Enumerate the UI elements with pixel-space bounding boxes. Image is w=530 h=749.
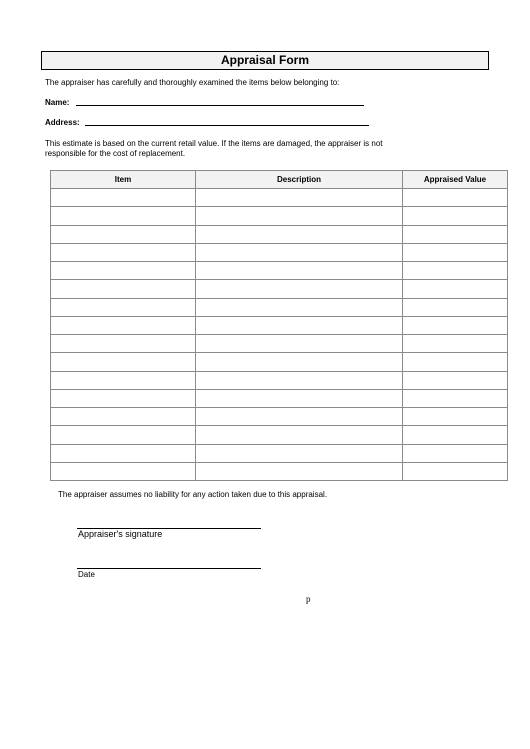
description-cell[interactable] xyxy=(196,298,403,316)
table-row xyxy=(51,207,508,225)
item-cell[interactable] xyxy=(51,462,196,480)
notice-line-1: This estimate is based on the current retail value. If the items are damaged, the appraiser is not xyxy=(45,139,383,148)
item-cell[interactable] xyxy=(51,189,196,207)
table-row xyxy=(51,225,508,243)
description-cell[interactable] xyxy=(196,280,403,298)
appraised-value-cell[interactable] xyxy=(403,462,508,480)
item-cell[interactable] xyxy=(51,426,196,444)
address-label: Address: xyxy=(45,118,80,127)
column-header-appraised-value: Appraised Value xyxy=(403,171,508,189)
description-cell[interactable] xyxy=(196,243,403,261)
description-cell[interactable] xyxy=(196,262,403,280)
appraised-value-cell[interactable] xyxy=(403,225,508,243)
name-field xyxy=(45,98,69,107)
description-cell[interactable] xyxy=(196,389,403,407)
item-cell[interactable] xyxy=(51,389,196,407)
description-cell[interactable] xyxy=(196,316,403,334)
items-table xyxy=(50,170,508,481)
table-row xyxy=(51,408,508,426)
description-cell[interactable] xyxy=(196,189,403,207)
table-row xyxy=(51,353,508,371)
description-cell[interactable] xyxy=(196,335,403,353)
description-cell[interactable] xyxy=(196,408,403,426)
item-cell[interactable] xyxy=(51,353,196,371)
table-row xyxy=(51,189,508,207)
item-cell[interactable] xyxy=(51,243,196,261)
item-cell[interactable] xyxy=(51,408,196,426)
signature-label: Appraiser's signature xyxy=(78,529,163,539)
column-header-item: Item xyxy=(51,171,196,189)
description-cell[interactable] xyxy=(196,225,403,243)
appraised-value-cell[interactable] xyxy=(403,408,508,426)
name-input-line[interactable] xyxy=(76,105,364,106)
date-line[interactable] xyxy=(77,568,261,569)
name-label: Name: xyxy=(45,98,70,107)
notice-text xyxy=(45,139,445,159)
item-cell[interactable] xyxy=(51,444,196,462)
item-cell[interactable] xyxy=(51,298,196,316)
address-input-line[interactable] xyxy=(85,125,369,126)
table-row xyxy=(51,280,508,298)
table-row xyxy=(51,316,508,334)
item-cell[interactable] xyxy=(51,371,196,389)
notice-line-2: responsible for the cost of replacement. xyxy=(45,149,186,158)
table-row xyxy=(51,335,508,353)
appraised-value-cell[interactable] xyxy=(403,298,508,316)
table-row xyxy=(51,262,508,280)
description-cell[interactable] xyxy=(196,444,403,462)
table-row xyxy=(51,462,508,480)
appraised-value-cell[interactable] xyxy=(403,280,508,298)
description-cell[interactable] xyxy=(196,462,403,480)
appraised-value-cell[interactable] xyxy=(403,371,508,389)
appraised-value-cell[interactable] xyxy=(403,389,508,407)
item-cell[interactable] xyxy=(51,262,196,280)
appraised-value-cell[interactable] xyxy=(403,444,508,462)
appraised-value-cell[interactable] xyxy=(403,262,508,280)
page-mark: p xyxy=(306,594,311,604)
item-cell[interactable] xyxy=(51,316,196,334)
appraised-value-cell[interactable] xyxy=(403,426,508,444)
appraised-value-cell[interactable] xyxy=(403,189,508,207)
appraised-value-cell[interactable] xyxy=(403,316,508,334)
column-header-description: Description xyxy=(196,171,403,189)
appraised-value-cell[interactable] xyxy=(403,353,508,371)
table-row xyxy=(51,426,508,444)
address-field xyxy=(45,118,80,127)
description-cell[interactable] xyxy=(196,207,403,225)
table-row xyxy=(51,389,508,407)
description-cell[interactable] xyxy=(196,426,403,444)
appraised-value-cell[interactable] xyxy=(403,243,508,261)
form-title: Appraisal Form xyxy=(41,51,489,70)
description-cell[interactable] xyxy=(196,371,403,389)
item-cell[interactable] xyxy=(51,207,196,225)
table-row xyxy=(51,371,508,389)
table-row xyxy=(51,243,508,261)
date-label: Date xyxy=(78,570,95,579)
intro-text: The appraiser has carefully and thoroughly examined the items below belonging to: xyxy=(45,78,340,87)
item-cell[interactable] xyxy=(51,225,196,243)
item-cell[interactable] xyxy=(51,335,196,353)
table-row xyxy=(51,444,508,462)
item-cell[interactable] xyxy=(51,280,196,298)
liability-text: The appraiser assumes no liability for any action taken due to this appraisal. xyxy=(58,490,328,499)
description-cell[interactable] xyxy=(196,353,403,371)
appraised-value-cell[interactable] xyxy=(403,335,508,353)
table-header-row xyxy=(51,171,508,189)
table-row xyxy=(51,298,508,316)
appraised-value-cell[interactable] xyxy=(403,207,508,225)
